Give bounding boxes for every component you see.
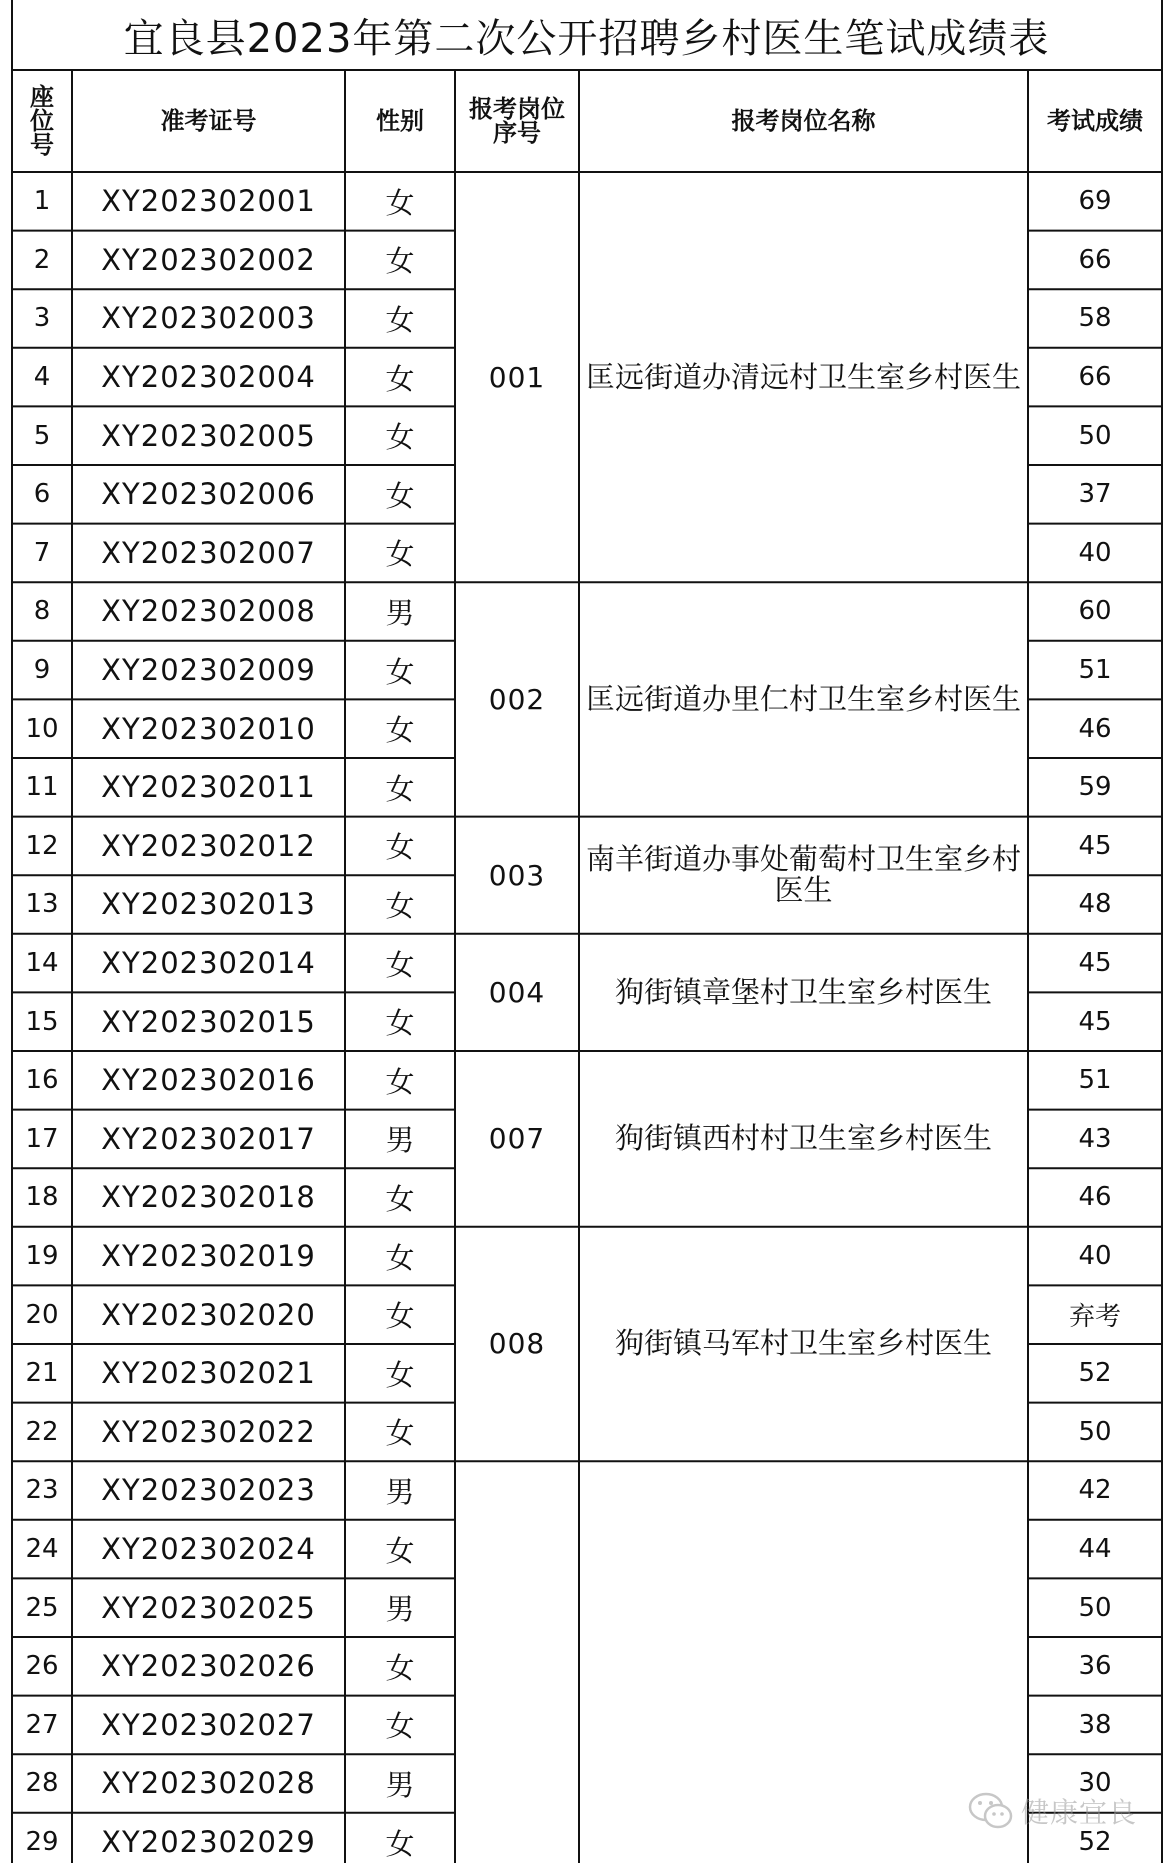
exam-id-cell: XY202302011 (101, 770, 316, 805)
exam-id-cell: XY202302021 (101, 1356, 316, 1391)
score-cell: 46 (1078, 713, 1112, 744)
seat-number-cell: 11 (25, 772, 59, 803)
seat-number-cell: 18 (25, 1182, 59, 1213)
exam-id-cell: XY202302020 (101, 1297, 316, 1332)
post-code-cell: 008 (488, 1327, 546, 1361)
exam-id-cell: XY202302006 (101, 477, 316, 512)
post-name-cell: 狗街镇章堡村卫生室乡村医生 (614, 974, 992, 1009)
post-code-cell: 003 (488, 858, 546, 892)
gender-cell: 女 (385, 1064, 415, 1099)
seat-number-cell: 1 (33, 186, 51, 217)
seat-number-cell: 15 (25, 1006, 59, 1037)
score-cell: 58 (1078, 303, 1112, 334)
header-post-code: 报考岗位序号 (469, 95, 565, 147)
seat-number-cell: 27 (25, 1709, 59, 1740)
gender-cell: 女 (385, 420, 415, 455)
score-cell: 40 (1078, 537, 1112, 568)
gender-cell: 女 (385, 1826, 415, 1861)
gender-cell: 女 (385, 1240, 415, 1275)
watermark-text: 健康宜良 (1020, 1796, 1137, 1829)
exam-id-cell: XY202302026 (101, 1649, 316, 1684)
seat-number-cell: 3 (33, 303, 51, 334)
score-cell: 51 (1078, 1065, 1112, 1096)
gender-cell: 男 (385, 595, 415, 630)
exam-id-cell: XY202302022 (101, 1414, 316, 1449)
gender-cell: 女 (385, 1299, 415, 1334)
exam-id-cell: XY202302001 (101, 184, 316, 219)
header-score: 考试成绩 (1047, 107, 1143, 135)
gender-cell: 女 (385, 361, 415, 396)
seat-number-cell: 2 (33, 244, 51, 275)
page-title: 宜良县2023年第二次公开招聘乡村医生笔试成绩表 (123, 15, 1050, 62)
seat-number-cell: 6 (33, 479, 51, 510)
exam-id-cell: XY202302027 (101, 1707, 316, 1742)
exam-id-cell: XY202302007 (101, 535, 316, 570)
exam-id-cell: XY202302004 (101, 360, 316, 395)
score-cell: 44 (1078, 1534, 1112, 1565)
gender-cell: 女 (385, 713, 415, 748)
post-name-cell: 狗街镇西村村卫生室乡村医生 (614, 1121, 992, 1156)
post-name-cell: 狗街镇马军村卫生室乡村医生 (614, 1326, 992, 1361)
gender-cell: 男 (385, 1123, 415, 1158)
exam-id-cell: XY202302028 (101, 1766, 316, 1801)
wechat-icon (967, 1791, 1015, 1831)
seat-number-cell: 10 (25, 713, 59, 744)
score-cell: 59 (1078, 772, 1112, 803)
seat-number-cell: 22 (25, 1416, 59, 1447)
seat-number-cell: 13 (25, 889, 59, 920)
exam-id-cell: XY202302018 (101, 1180, 316, 1215)
score-cell: 45 (1078, 1006, 1112, 1037)
score-cell: 50 (1078, 1416, 1112, 1447)
post-code-cell: 004 (488, 975, 546, 1009)
gender-cell: 女 (385, 1181, 415, 1216)
seat-number-cell: 26 (25, 1651, 59, 1682)
gender-cell: 女 (385, 244, 415, 279)
exam-id-cell: XY202302003 (101, 301, 316, 336)
seat-number-cell: 8 (33, 596, 51, 627)
score-cell: 50 (1078, 1592, 1112, 1623)
post-code-cell: 007 (488, 1122, 546, 1156)
gender-cell: 男 (385, 1592, 415, 1627)
score-cell: 弃考 (1068, 1302, 1121, 1333)
score-cell: 52 (1078, 1358, 1112, 1389)
score-cell: 50 (1078, 420, 1112, 451)
gender-cell: 女 (385, 1006, 415, 1041)
score-cell: 30 (1078, 1768, 1112, 1799)
score-cell: 52 (1078, 1827, 1112, 1858)
score-cell: 42 (1078, 1475, 1112, 1506)
exam-id-cell: XY202302014 (101, 946, 316, 981)
seat-number-cell: 5 (33, 420, 51, 451)
gender-cell: 女 (385, 947, 415, 982)
score-cell: 66 (1078, 244, 1112, 275)
seat-number-cell: 16 (25, 1065, 59, 1096)
exam-id-cell: XY202302008 (101, 594, 316, 629)
seat-number-cell: 7 (33, 537, 51, 568)
gender-cell: 女 (385, 302, 415, 337)
gender-cell: 女 (385, 830, 415, 865)
header-gender: 性别 (376, 107, 424, 135)
gender-cell: 女 (385, 771, 415, 806)
post-code-cell: 002 (488, 682, 546, 716)
exam-id-cell: XY202302002 (101, 242, 316, 277)
score-cell: 51 (1078, 655, 1112, 686)
seat-number-cell: 4 (33, 362, 51, 393)
gender-cell: 女 (385, 1533, 415, 1568)
gender-cell: 女 (385, 888, 415, 923)
score-cell: 69 (1078, 186, 1112, 217)
header-post-name: 报考岗位名称 (731, 107, 876, 135)
score-cell: 45 (1078, 948, 1112, 979)
exam-id-cell: XY202302009 (101, 653, 316, 688)
seat-number-cell: 12 (25, 830, 59, 861)
post-code-cell: 001 (488, 360, 546, 394)
gender-cell: 女 (385, 1709, 415, 1744)
gender-cell: 女 (385, 1650, 415, 1685)
seat-number-cell: 14 (25, 948, 59, 979)
seat-number-cell: 17 (25, 1123, 59, 1154)
gender-cell: 男 (385, 1474, 415, 1509)
seat-number-cell: 21 (25, 1358, 59, 1389)
seat-number-cell: 24 (25, 1534, 59, 1565)
header-seat: 座位号 (30, 83, 54, 159)
exam-id-cell: XY202302019 (101, 1239, 316, 1274)
seat-number-cell: 19 (25, 1241, 59, 1272)
gender-cell: 女 (385, 478, 415, 513)
exam-id-cell: XY202302023 (101, 1473, 316, 1508)
exam-id-cell: XY202302016 (101, 1063, 316, 1098)
score-cell: 46 (1078, 1182, 1112, 1213)
score-cell: 45 (1078, 830, 1112, 861)
score-cell: 48 (1078, 889, 1112, 920)
exam-id-cell: XY202302013 (101, 887, 316, 922)
post-name-cell: 匡远街道办里仁村卫生室乡村医生 (585, 681, 1021, 716)
post-name-cell: 南羊街道办事处葡萄村卫生室乡村医生 (585, 842, 1021, 908)
score-cell: 37 (1078, 479, 1112, 510)
gender-cell: 女 (385, 1416, 415, 1451)
seat-number-cell: 28 (25, 1768, 59, 1799)
score-cell: 43 (1078, 1123, 1112, 1154)
seat-number-cell: 25 (25, 1592, 59, 1623)
gender-cell: 女 (385, 537, 415, 572)
score-cell: 60 (1078, 596, 1112, 627)
exam-id-cell: XY202302010 (101, 711, 316, 746)
header-exam-id: 准考证号 (160, 107, 257, 135)
score-cell: 40 (1078, 1241, 1112, 1272)
gender-cell: 女 (385, 1357, 415, 1392)
seat-number-cell: 9 (33, 655, 51, 686)
exam-id-cell: XY202302017 (101, 1121, 316, 1156)
score-cell: 38 (1078, 1709, 1112, 1740)
seat-number-cell: 20 (25, 1299, 59, 1330)
gender-cell: 女 (385, 185, 415, 220)
exam-id-cell: XY202302012 (101, 828, 316, 863)
score-cell: 36 (1078, 1651, 1112, 1682)
seat-number-cell: 23 (25, 1475, 59, 1506)
exam-id-cell: XY202302005 (101, 418, 316, 453)
score-cell: 66 (1078, 362, 1112, 393)
exam-id-cell: XY202302029 (101, 1825, 316, 1860)
watermark (967, 1788, 1137, 1834)
post-name-cell: 匡远街道办清远村卫生室乡村医生 (585, 359, 1021, 394)
exam-id-cell: XY202302025 (101, 1590, 316, 1625)
exam-id-cell: XY202302015 (101, 1004, 316, 1039)
gender-cell: 女 (385, 654, 415, 689)
exam-id-cell: XY202302024 (101, 1532, 316, 1567)
seat-number-cell: 29 (25, 1827, 59, 1858)
gender-cell: 男 (385, 1767, 415, 1802)
